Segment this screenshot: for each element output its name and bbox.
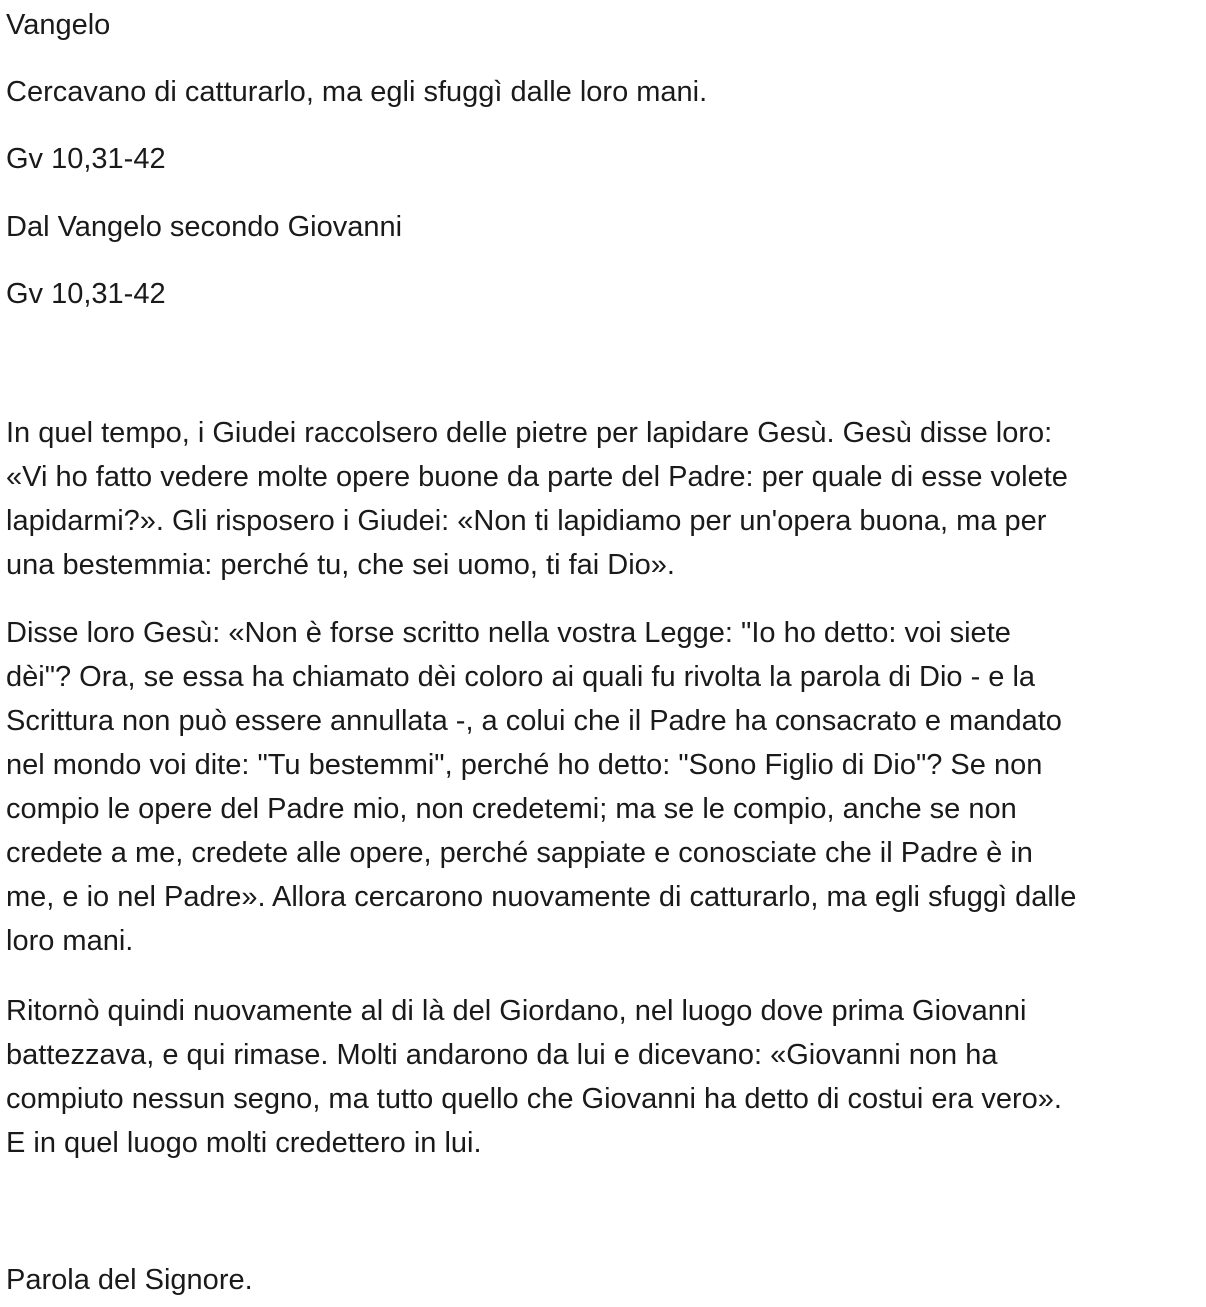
- section-title: Vangelo: [6, 9, 111, 41]
- text-line: battezzava, e qui rimase. Molti andarono da lui e dicevano: «Giovanni non ha: [6, 1039, 998, 1071]
- scripture-reference: Gv 10,31-42: [6, 143, 166, 175]
- text-line: lapidarmi?». Gli risposero i Giudei: «Non ti lapidiamo per un'opera buona, ma per: [6, 505, 1047, 537]
- text-line: «Vi ho fatto vedere molte opere buone da parte del Padre: per quale di esse volete: [6, 461, 1068, 493]
- text-line: dèi"? Ora, se essa ha chiamato dèi coloro ai quali fu rivolta la parola di Dio - e la: [6, 661, 1036, 693]
- text-line: compiuto nessun segno, ma tutto quello che Giovanni ha detto di costui era vero».: [6, 1083, 1062, 1115]
- text-line: Ritornò quindi nuovamente al di là del Giordano, nel luogo dove prima Giovanni: [6, 995, 1027, 1027]
- text-line: In quel tempo, i Giudei raccolsero delle pietre per lapidare Gesù. Gesù disse loro:: [6, 417, 1053, 449]
- paragraph-3: [6, 989, 1201, 1165]
- scripture-reference-repeat: Gv 10,31-42: [6, 278, 166, 310]
- text-line: compio le opere del Padre mio, non credetemi; ma se le compio, anche se non: [6, 793, 1017, 825]
- paragraph-2: [6, 611, 1201, 963]
- text-line: E in quel luogo molti credettero in lui.: [6, 1127, 482, 1159]
- antiphon: Cercavano di catturarlo, ma egli sfuggì dalle loro mani.: [6, 76, 708, 108]
- text-line: una bestemmia: perché tu, che sei uomo, ti fai Dio».: [6, 549, 675, 581]
- text-line: nel mondo voi dite: "Tu bestemmi", perché ho detto: "Sono Figlio di Dio"? Se non: [6, 749, 1043, 781]
- text-line: me, e io nel Padre». Allora cercarono nuovamente di catturarlo, ma egli sfuggì dalle: [6, 881, 1077, 913]
- closing-acclamation: Parola del Signore.: [6, 1264, 253, 1296]
- gospel-source: Dal Vangelo secondo Giovanni: [6, 211, 403, 243]
- text-line: Scrittura non può essere annullata -, a colui che il Padre ha consacrato e mandato: [6, 705, 1062, 737]
- text-line: loro mani.: [6, 925, 134, 957]
- text-line: Disse loro Gesù: «Non è forse scritto nella vostra Legge: "Io ho detto: voi siete: [6, 617, 1011, 649]
- text-line: credete a me, credete alle opere, perché sappiate e conosciate che il Padre è in: [6, 837, 1033, 869]
- paragraph-1: [6, 411, 1201, 587]
